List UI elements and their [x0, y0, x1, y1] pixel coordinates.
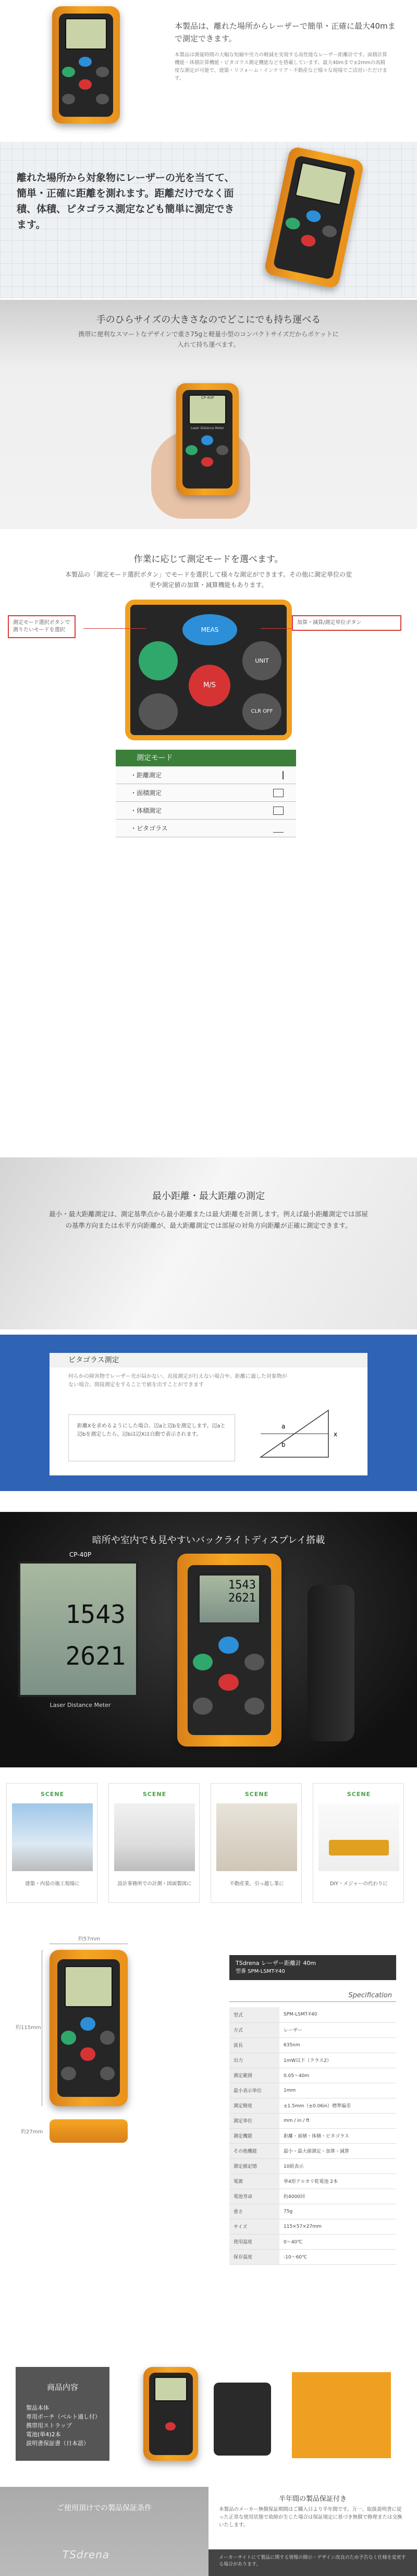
scene-image-diy: [318, 1803, 399, 1871]
area-icon: [273, 789, 284, 797]
device-front-image: [50, 1950, 128, 2106]
warranty-left: [0, 2487, 208, 2576]
lcd-line2: 2621: [65, 1642, 126, 1671]
hand-image: [130, 378, 287, 524]
spec-key: 型式: [229, 2007, 279, 2022]
portable-section: [0, 300, 417, 529]
spec-key: その他機能: [229, 2143, 279, 2158]
spec-value: ±1.5mm（±0.06in）標準偏差: [279, 2098, 396, 2113]
device-side-image: [50, 2119, 128, 2143]
scene-card: SCENE 不動産業、引っ越し業に: [211, 1783, 302, 1903]
scene-card: SCENE DIY・メジャーの代わりに: [313, 1783, 404, 1903]
spec-value: 1mW以下（クラス2）: [279, 2053, 396, 2068]
spec-row: [229, 2083, 396, 2098]
device-image: [52, 6, 120, 124]
spec-value: -10〜60℃: [279, 2249, 396, 2264]
lcd-label: Laser Distance Meter: [50, 1702, 111, 1708]
feature-headline: 離れた場所から対象物にレーザーの光を当てて、簡単・正確に距離を測れます。距離だけでなく面積、体積、ピタゴラス測定なども簡単に測定できます。: [17, 172, 235, 230]
spec-value: 0〜40℃: [279, 2234, 396, 2249]
spec-value: 約4000回: [279, 2189, 396, 2204]
spec-key: サイズ: [229, 2219, 279, 2234]
spec-row: [229, 2158, 396, 2174]
unit-button: UNIT: [242, 641, 281, 680]
spec-row: [229, 2128, 396, 2143]
scene-card: SCENE 建築・内装の施工現場に: [6, 1783, 97, 1903]
volume-icon: [273, 807, 284, 815]
mode-sub: 本製品の「測定モード選択ボタン」でモードを選択して様々な測定ができます。その他に測定単位の変更や測定値の加算・減算機能もあります。: [65, 571, 352, 589]
mode-row: ・体積測定: [116, 802, 296, 820]
distance-icon: [283, 771, 284, 779]
spec-key: 電池寿命: [229, 2189, 279, 2204]
pythagoras-card: [50, 1353, 367, 1475]
callout-line-right: [261, 628, 292, 629]
warranty-footnote: メーカーサイトにて製品に関する情報の開示・デザイン改良のため予告なく仕様を変更する場合があります。: [208, 2549, 417, 2576]
package-box: [16, 2367, 109, 2461]
spec-row: [229, 2007, 396, 2022]
spec-value: 0.05〜40m: [279, 2068, 396, 2083]
spec-row: [229, 2098, 396, 2113]
feature-section: [0, 142, 417, 298]
intro-section: [0, 0, 417, 141]
pythagoras-title: ピタゴラス測定: [50, 1353, 367, 1368]
mode-row: ・面積測定: [116, 784, 296, 802]
spec-row: [229, 2068, 396, 2083]
spec-row: [229, 2234, 396, 2249]
backlight-headline: 暗所や室内でも見やすいバックライトディスプレイ搭載: [92, 1535, 325, 1546]
spec-row: [229, 2053, 396, 2068]
warranty-left-title: ご使用頂けでの製品保証条件: [57, 2504, 152, 2512]
mode-table-header: 測定モード: [116, 750, 296, 766]
warranty-section: [0, 2487, 417, 2576]
warranty-right: [208, 2487, 417, 2576]
device-label-text: Laser Distance Meter: [191, 426, 224, 430]
spec-key: 保存温度: [229, 2249, 279, 2264]
spec-value: レーザー: [279, 2022, 396, 2037]
lcd-line1: 1543: [65, 1600, 126, 1629]
callout-right: 加算・減算/測定単位ボタン: [292, 615, 401, 631]
spec-section: [0, 1924, 417, 2351]
spec-row: [229, 2113, 396, 2128]
meas-button: MEAS: [182, 614, 237, 645]
spec-row: [229, 2037, 396, 2053]
minmax-headline: 最小距離・最大距離の測定: [152, 1191, 265, 1202]
scene-card: SCENE 設計事務所での計測・図面製図に: [108, 1783, 200, 1903]
scene-image-office: [114, 1803, 195, 1871]
spec-value: 最小・最大値測定・加算・減算: [279, 2143, 396, 2158]
portable-sub: 携帯に便利なスマートなデザインで重さ75gと軽量小型のコンパクトサイズだからポケットに入れて持ち運べます。: [78, 331, 339, 348]
package-section: [0, 2351, 417, 2476]
intro-body: 本製品は測量時間の大幅な短縮や労力の軽減を実現する高性能なレーザー距離計です。面積計算機能・体積計算機能・ピタゴラス測定機能などを搭載しています。最大40mまで±2mmの高精度な測定が可能で、建築・リフォーム・インテリア・不動産など様々な現場でご活用いただけます。: [175, 52, 387, 81]
package-list: 製品本体 専用ポーチ（ベルト通し付） 携帯用ストラップ 電池(単4)2本 説明書保証書（日本語）: [26, 2404, 101, 2447]
spec-key: 測定精度: [229, 2098, 279, 2113]
spec-value: 10組表示: [279, 2158, 396, 2174]
lcd-zoom: [18, 1551, 138, 1708]
spec-value: 115×57×27mm: [279, 2219, 396, 2234]
dim-height: 約115mm: [16, 2025, 41, 2031]
spec-row: [229, 2219, 396, 2234]
mode-row: ・距離測定: [116, 766, 296, 784]
intro-title: 本製品は、離れた場所からレーザーで簡単・正確に最大40mまで測定できます。: [175, 21, 396, 43]
spec-value: SPM-LSMT-Y40: [279, 2007, 396, 2022]
minmax-background: [0, 1157, 417, 1329]
spec-key: 測定単位: [229, 2113, 279, 2128]
spec-row: [229, 2249, 396, 2264]
spec-row: [229, 2143, 396, 2158]
warranty-right-body: 本製品のメーカー無償保証期間はご購入日より半年間です。万一、取扱説明書に従った正常な使用状態で故障が生じた場合は保証規定に基づき無償で修理または交換いたします。: [219, 2507, 402, 2528]
callout-left: 測定モード選択ボタンで測りたいモードを選択: [8, 615, 76, 638]
backlight-section: [0, 1512, 417, 1767]
pythagoras-diagram: [250, 1402, 349, 1465]
warranty-right-title: 半年間の製品保証付き: [278, 2495, 347, 2503]
scene-section: [0, 1773, 417, 1913]
device-image: 1543 2621: [177, 1554, 281, 1747]
dim-width: 約57mm: [78, 1936, 101, 1942]
pythagoras-icon: [273, 824, 284, 833]
package-pouch-image: [214, 2383, 271, 2456]
scene-image-building: [12, 1803, 93, 1871]
mode-button: [139, 641, 178, 680]
package-title: 商品内容: [46, 2383, 78, 2392]
portable-headline: 手のひらサイズの大きさなのでどこにでも持ち運べる: [96, 314, 321, 325]
mode-row: ・ピタゴラス: [116, 820, 296, 837]
mode-headline: 作業に応じて測定モードを選べます。: [133, 554, 284, 565]
spec-value: 75g: [279, 2204, 396, 2219]
spec-row: [229, 2204, 396, 2219]
spec-value: 距離・面積・体積・ピタゴラス: [279, 2128, 396, 2143]
spec-key: 波長: [229, 2037, 279, 2053]
spec-key: 電源: [229, 2174, 279, 2189]
spec-row: [229, 2174, 396, 2189]
spec-value: 1mm: [279, 2083, 396, 2098]
spec-value: 635nm: [279, 2037, 396, 2053]
callout-line-left: [83, 628, 146, 629]
spec-key: 測定範囲: [229, 2068, 279, 2083]
spec-key: 方式: [229, 2022, 279, 2037]
label-x: x: [334, 1431, 338, 1438]
spec-heading: Specification: [229, 1992, 396, 2002]
pythagoras-sub: 何らかの障害物でレーザー光が届かない、直接測定が行えない場合や、距離に適した対象物がない場合、間接測定をすることで値を出すことができます: [68, 1374, 287, 1388]
spec-key: 使用温度: [229, 2234, 279, 2249]
minmax-section: [0, 1157, 417, 1329]
spec-row: [229, 2022, 396, 2037]
ms-button: M/S: [189, 665, 230, 706]
package-manual-image: [292, 2372, 391, 2458]
spec-row: [229, 2189, 396, 2204]
spec-key: 測定値記憶: [229, 2158, 279, 2174]
spec-key: 測定機能: [229, 2128, 279, 2143]
sub-button: [139, 693, 178, 730]
package-device-image: [143, 2367, 198, 2461]
spec-key: 重さ: [229, 2204, 279, 2219]
label-b: b: [281, 1441, 286, 1448]
spec-key: 最小表示単位: [229, 2083, 279, 2098]
spec-table: [229, 2007, 396, 2265]
brand-logo: TSdrena: [63, 2548, 110, 2561]
clr-button: CLR OFF: [242, 693, 281, 730]
minmax-sub: 最小・最大距離測定は、測定基準点から最小距離または最大距離を計測します。例えば最小距離測定では部屋の基準方向または水平方向距離が、最大距離測定では部屋の対角方向距離が正確に測定できます。: [49, 1210, 368, 1229]
dim-depth: 約27mm: [21, 2129, 43, 2135]
scene-image-room: [216, 1803, 297, 1871]
spec-title-box: TSdrena レーザー距離計 40m 型番 SPM-LSMT-Y40: [229, 1955, 396, 1980]
device-model-text: CP-40P: [201, 396, 214, 400]
device-side-image: [308, 1585, 354, 1741]
mode-section: [0, 532, 417, 1027]
spec-value: 単4形アルカリ乾電池 2本: [279, 2174, 396, 2189]
pythagoras-section: [0, 1335, 417, 1491]
pythagoras-note: 距離Xを求めるようにした場合、辺aと辺bを測定します。辺aと辺bを測定したら、辺bは辺Xは自動で表示されます。: [68, 1414, 235, 1461]
mode-table: [116, 750, 296, 837]
spec-value: mm / in / ft: [279, 2113, 396, 2128]
lcd-model: CP-40P: [69, 1551, 92, 1558]
label-a: a: [281, 1423, 286, 1430]
spec-key: 出力: [229, 2053, 279, 2068]
button-panel: [125, 600, 292, 740]
